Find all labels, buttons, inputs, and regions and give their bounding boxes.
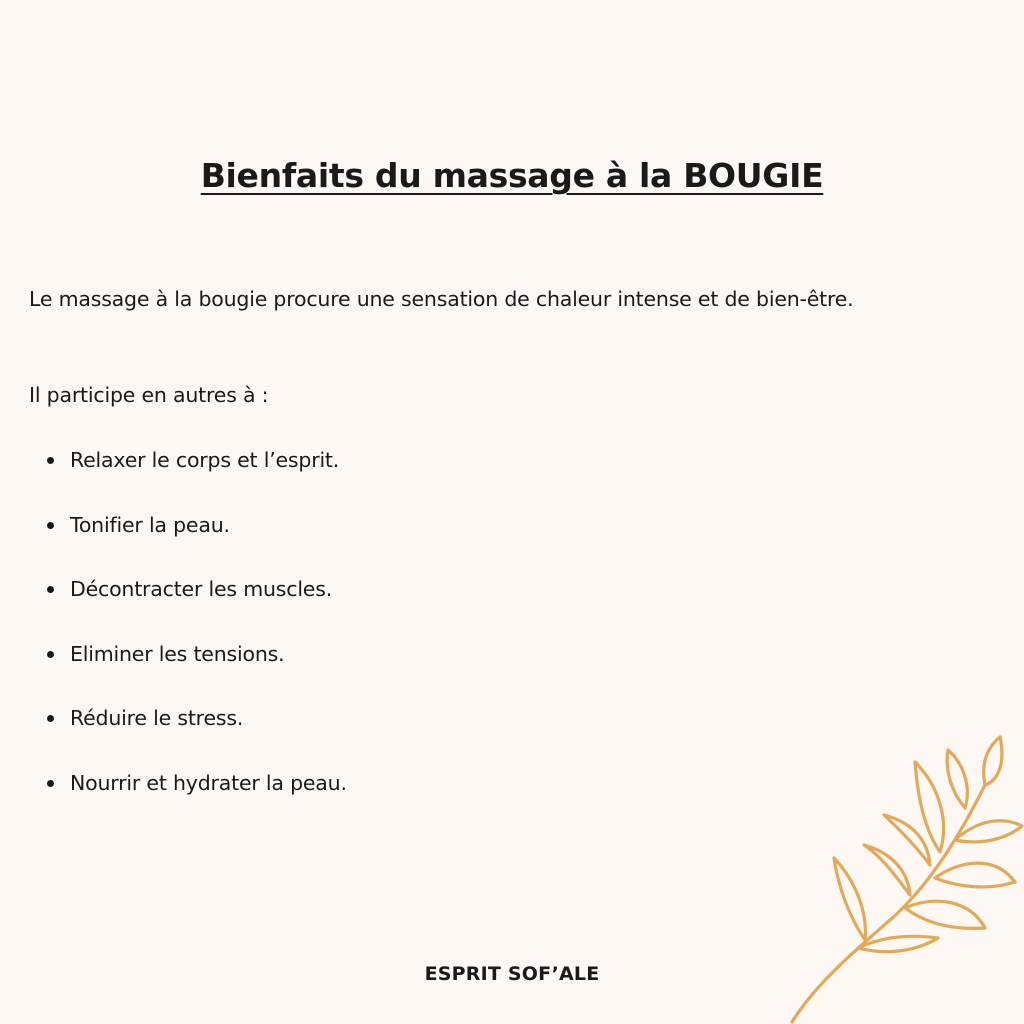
list-item-text: Eliminer les tensions. — [70, 641, 285, 666]
bullet-icon — [47, 522, 54, 529]
benefits-list — [29, 444, 347, 832]
list-item — [29, 573, 347, 605]
intro-paragraph: Le massage à la bougie procure une sensation de chaleur intense et de bien-être. — [29, 287, 854, 311]
list-item — [29, 767, 347, 799]
list-item-text: Tonifier la peau. — [70, 512, 230, 537]
list-item — [29, 444, 347, 476]
bullet-icon — [47, 457, 54, 464]
bullet-icon — [47, 651, 54, 658]
lead-paragraph: Il participe en autres à : — [29, 383, 269, 407]
footer-brand: ESPRIT SOF’ALE — [424, 963, 600, 985]
bullet-icon — [47, 586, 54, 593]
list-item — [29, 509, 347, 541]
list-item — [29, 638, 347, 670]
bullet-icon — [47, 715, 54, 722]
bullet-icon — [47, 780, 54, 787]
list-item-text: Réduire le stress. — [70, 706, 244, 731]
list-item-text: Nourrir et hydrater la peau. — [70, 770, 347, 795]
list-item-text: Relaxer le corps et l’esprit. — [70, 448, 340, 472]
list-item — [29, 702, 347, 734]
list-item-text: Décontracter les muscles. — [70, 577, 333, 602]
page-title: Bienfaits du massage à la BOUGIE — [200, 156, 824, 195]
